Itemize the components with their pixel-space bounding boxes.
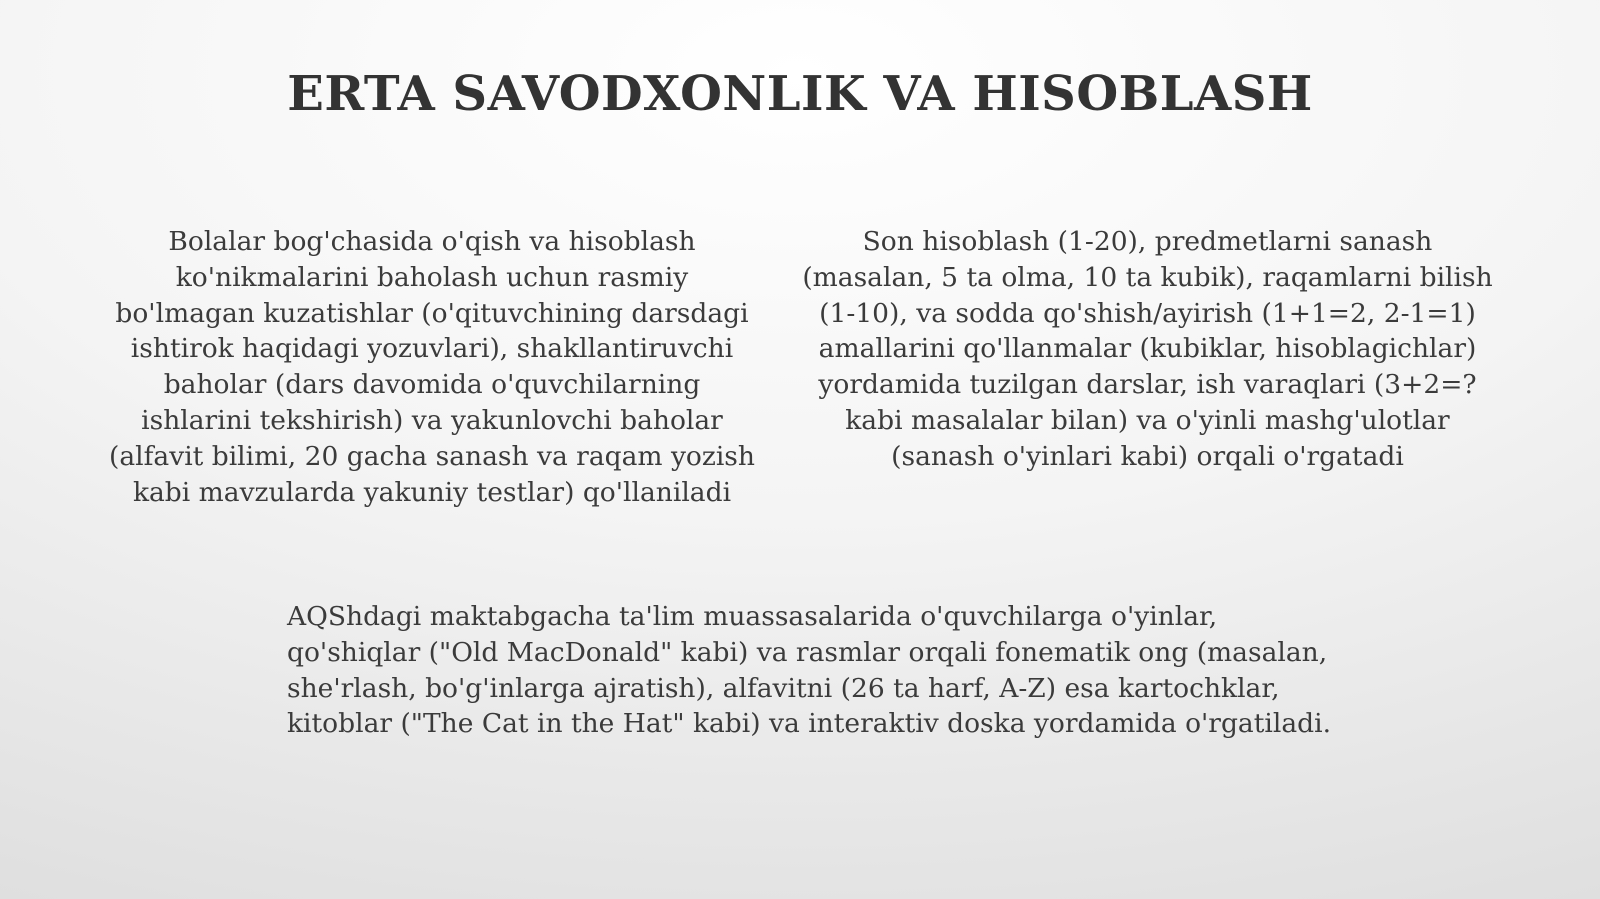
right-text-block: Son hisoblash (1-20), predmetlarni sanash (masalan, 5 ta olma, 10 ta kubik), raqamlarni bilish (1-10), va sodda qo'shish/ayirish (1+1=2, 2-1=1) amallarini qo'llanmalar (kubiklar, hisoblagichlar) yordamida tuzilgan darslar, ish varaqlari (3+2=? kabi masalalar bilan) va o'yinli mashg'ulotlar (sanash o'yinlari kabi) orqali o'rgatadi bbox=[802, 226, 1493, 472]
bottom-text-block: AQShdagi maktabgacha ta'lim muassasalarida o'quvchilarga o'yinlar, qo'shiqlar ("Old MacDonald" kabi) va rasmlar orqali fonematik ong (masalan, she'rlash, bo'g'inlarga ajratish), alfavitni (26 ta harf, A-Z) esa kartochklar, kitoblar ("The Cat in the Hat" kabi) va interaktiv doska yordamida o'rgatiladi. bbox=[287, 601, 1331, 740]
left-text-block: Bolalar bog'chasida o'qish va hisoblash ko'nikmalarini baholash uchun rasmiy bo'lmagan kuzatishlar (o'qituvchining darsdagi ishtirok haqidagi yozuvlari), shakllantiruvchi baholar (dars davomida o'quvchilarning ishlarini tekshirish) va yakunlovchi baholar (alfavit bilimi, 20 gacha sanash va raqam yozish kabi mavzularda yakuniy testlar) qo'llaniladi bbox=[109, 226, 755, 508]
slide-title: ERTA SAVODXONLIK VA HISOBLASH bbox=[287, 66, 1313, 122]
